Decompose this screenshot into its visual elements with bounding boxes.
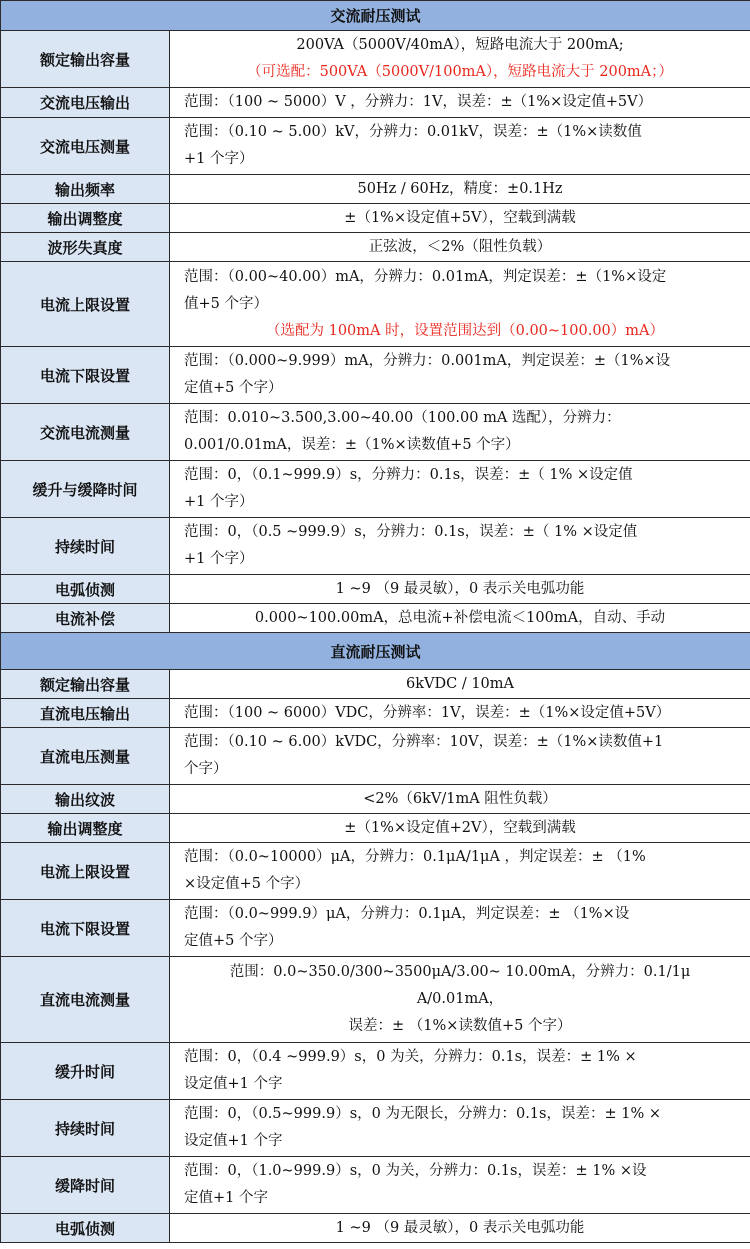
spec-row	[1, 1214, 750, 1243]
spec-value	[170, 204, 750, 233]
spec-value-line: 范围：0.0~350.0/300~3500μA/3.00~ 10.00mA，分辨力：0.1/1μ	[229, 964, 691, 980]
spec-row	[1, 404, 750, 461]
spec-value-line: <2%（6kV/1mA 阻性负载）	[363, 790, 557, 807]
spec-label: 电流下限设置	[1, 900, 170, 957]
spec-value-line: 范围：（100 ~ 6000）VDC，分辨率：1V，误差：±（1%×设定值+5V）	[184, 704, 671, 721]
spec-value-line: 设定值+1 个字	[184, 1133, 283, 1149]
spec-value-line: 范围：（0.10 ~ 5.00）kV，分辨力：0.01kV，误差：±（1%×读数值	[184, 124, 642, 140]
spec-value-line: 范围：0，（0.1~999.9）s，分辨力：0.1s，误差：±（ 1% ×设定值	[184, 467, 633, 483]
spec-value-line: 定值+1 个字	[184, 1190, 268, 1206]
spec-value-line: 个字）	[184, 761, 228, 777]
spec-value	[170, 900, 750, 957]
spec-value-line: 范围：（0.00~40.00）mA，分辨力：0.01mA，判定误差：±（1%×设定	[184, 268, 667, 285]
spec-label: 交流电流测量	[1, 404, 170, 461]
spec-value	[170, 699, 750, 728]
spec-row	[1, 575, 750, 604]
spec-row	[1, 843, 750, 900]
spec-value	[170, 233, 750, 262]
spec-value-line: 6kVDC / 10mA	[406, 675, 514, 692]
spec-row	[1, 699, 750, 728]
spec-row	[1, 347, 750, 404]
spec-label: 交流电压输出	[1, 88, 170, 118]
spec-row	[1, 175, 750, 204]
spec-label: 缓升时间	[1, 1043, 170, 1100]
dc-section-header-row	[1, 633, 750, 670]
spec-label: 直流电压输出	[1, 699, 170, 728]
spec-value-line: 范围：（0.0~999.9）μA，分辨力：0.1μA，判定误差：± （1%×设	[184, 906, 630, 922]
spec-value-line: 范围：0，（0.4 ~999.9）s，0 为关，分辨力：0.1s，误差：± 1% ×	[184, 1049, 637, 1065]
spec-value	[170, 404, 750, 461]
spec-label: 电流上限设置	[1, 843, 170, 900]
spec-row	[1, 118, 750, 175]
spec-value	[170, 31, 750, 88]
dc-section-title: 直流耐压测试	[1, 633, 750, 670]
spec-value	[170, 1214, 750, 1243]
spec-row	[1, 233, 750, 262]
spec-value-line: 定值+5 个字）	[184, 933, 283, 949]
spec-value-line: 范围：（0.10 ~ 6.00）kVDC，分辨率：10V，误差：±（1%×读数值+1	[184, 734, 664, 750]
spec-value	[170, 843, 750, 900]
spec-value-line: 正弦波，＜2%（阻性负载）	[368, 238, 552, 255]
spec-label: 输出调整度	[1, 204, 170, 233]
spec-label: 电流下限设置	[1, 347, 170, 404]
spec-value	[170, 88, 750, 118]
spec-row	[1, 1100, 750, 1157]
spec-value-line: 范围：0，（1.0~999.9）s，0 为关，分辨力：0.1s，误差：± 1% ×设	[184, 1163, 647, 1179]
spec-value	[170, 175, 750, 204]
spec-label: 输出纹波	[1, 785, 170, 814]
spec-value-line: ±（1%×设定值+5V），空载到满载	[344, 209, 576, 226]
spec-label: 输出频率	[1, 175, 170, 204]
spec-label: 电流上限设置	[1, 262, 170, 347]
spec-label: 电流补偿	[1, 604, 170, 633]
spec-value-line: 范围：0，（0.5 ~999.9）s，分辨力：0.1s，误差：±（ 1% ×设定值	[184, 524, 638, 540]
spec-row	[1, 900, 750, 957]
spec-row	[1, 262, 750, 347]
spec-value	[170, 604, 750, 633]
spec-label: 交流电压测量	[1, 118, 170, 175]
spec-value	[170, 1043, 750, 1100]
spec-value-line: 范围：（100 ~ 5000）V ，分辨力：1V，误差：±（1%×设定值+5V）	[184, 94, 653, 110]
spec-row	[1, 1043, 750, 1100]
spec-label: 额定输出容量	[1, 670, 170, 699]
spec-row	[1, 461, 750, 518]
spec-label: 缓降时间	[1, 1157, 170, 1214]
spec-label: 直流电流测量	[1, 957, 170, 1043]
spec-label: 波形失真度	[1, 233, 170, 262]
spec-row	[1, 670, 750, 699]
optional-note: （选配为 100mA 时，设置范围达到（0.00~100.00）mA）	[266, 322, 665, 339]
spec-value-line: 误差：± （1%×读数值+5 个字）	[348, 1018, 572, 1034]
spec-label: 直流电压测量	[1, 728, 170, 785]
spec-value-line: 0.000~100.00mA，总电流+补偿电流＜100mA，自动、手动	[254, 609, 666, 626]
spec-value-line: 定值+5 个字）	[184, 380, 283, 396]
optional-note: （可选配：500VA（5000V/100mA），短路电流大于 200mA；）	[247, 64, 673, 80]
spec-table-body	[1, 1, 750, 1243]
spec-value-line: 值+5 个字）	[184, 295, 268, 312]
spec-value	[170, 518, 750, 575]
spec-value	[170, 575, 750, 604]
spec-label: 输出调整度	[1, 814, 170, 843]
spec-row	[1, 31, 750, 88]
spec-value	[170, 347, 750, 404]
spec-value-line: 1 ~9 （9 最灵敏），0 表示关电弧功能	[335, 1219, 585, 1236]
spec-value	[170, 728, 750, 785]
ac-section-header-row	[1, 1, 750, 31]
spec-row	[1, 204, 750, 233]
spec-value-line: 范围：0.010~3.500,3.00~40.00（100.00 mA 选配），分辨力：	[184, 410, 621, 426]
spec-row	[1, 814, 750, 843]
spec-value	[170, 1157, 750, 1214]
spec-value-line: 50Hz / 60Hz，精度：±0.1Hz	[357, 180, 563, 197]
spec-value-line: +1 个字）	[184, 551, 254, 567]
spec-label: 电弧侦测	[1, 1214, 170, 1243]
spec-row	[1, 88, 750, 118]
spec-value	[170, 785, 750, 814]
spec-value	[170, 670, 750, 699]
spec-row	[1, 957, 750, 1043]
ac-section-title: 交流耐压测试	[1, 1, 750, 31]
spec-value-line: ±（1%×设定值+2V），空载到满载	[344, 819, 576, 836]
spec-value-line: 200VA（5000V/40mA），短路电流大于 200mA;	[296, 37, 624, 53]
spec-value-line: A/0.01mA，	[416, 991, 504, 1007]
spec-value	[170, 262, 750, 347]
spec-value	[170, 957, 750, 1043]
spec-row	[1, 785, 750, 814]
spec-value-line: 范围：（0.000~9.999）mA，分辨力：0.001mA，判定误差：±（1%×设	[184, 353, 671, 369]
spec-label: 持续时间	[1, 518, 170, 575]
spec-row	[1, 728, 750, 785]
spec-row	[1, 518, 750, 575]
spec-row	[1, 604, 750, 633]
spec-value-line: 1 ~9 （9 最灵敏），0 表示关电弧功能	[335, 580, 585, 597]
spec-value	[170, 814, 750, 843]
spec-label: 缓升与缓降时间	[1, 461, 170, 518]
spec-row	[1, 1157, 750, 1214]
spec-value-line: 范围：0，（0.5~999.9）s，0 为无限长，分辨力：0.1s，误差：± 1% ×	[184, 1106, 661, 1122]
spec-value-line: +1 个字）	[184, 151, 254, 167]
spec-label: 额定输出容量	[1, 31, 170, 88]
spec-value-line: 0.001/0.01mA，误差：±（1%×读数值+5 个字）	[184, 437, 520, 453]
spec-value-line: 范围：（0.0~10000）μA，分辨力：0.1μA/1μA ，判定误差：± （1%	[184, 849, 646, 865]
spec-label: 持续时间	[1, 1100, 170, 1157]
spec-value	[170, 118, 750, 175]
spec-value-line: ×设定值+5 个字）	[184, 876, 310, 892]
spec-label: 电弧侦测	[1, 575, 170, 604]
spec-value	[170, 1100, 750, 1157]
spec-value-line: +1 个字）	[184, 494, 254, 510]
spec-value-line: 设定值+1 个字	[184, 1076, 283, 1092]
spec-value	[170, 461, 750, 518]
